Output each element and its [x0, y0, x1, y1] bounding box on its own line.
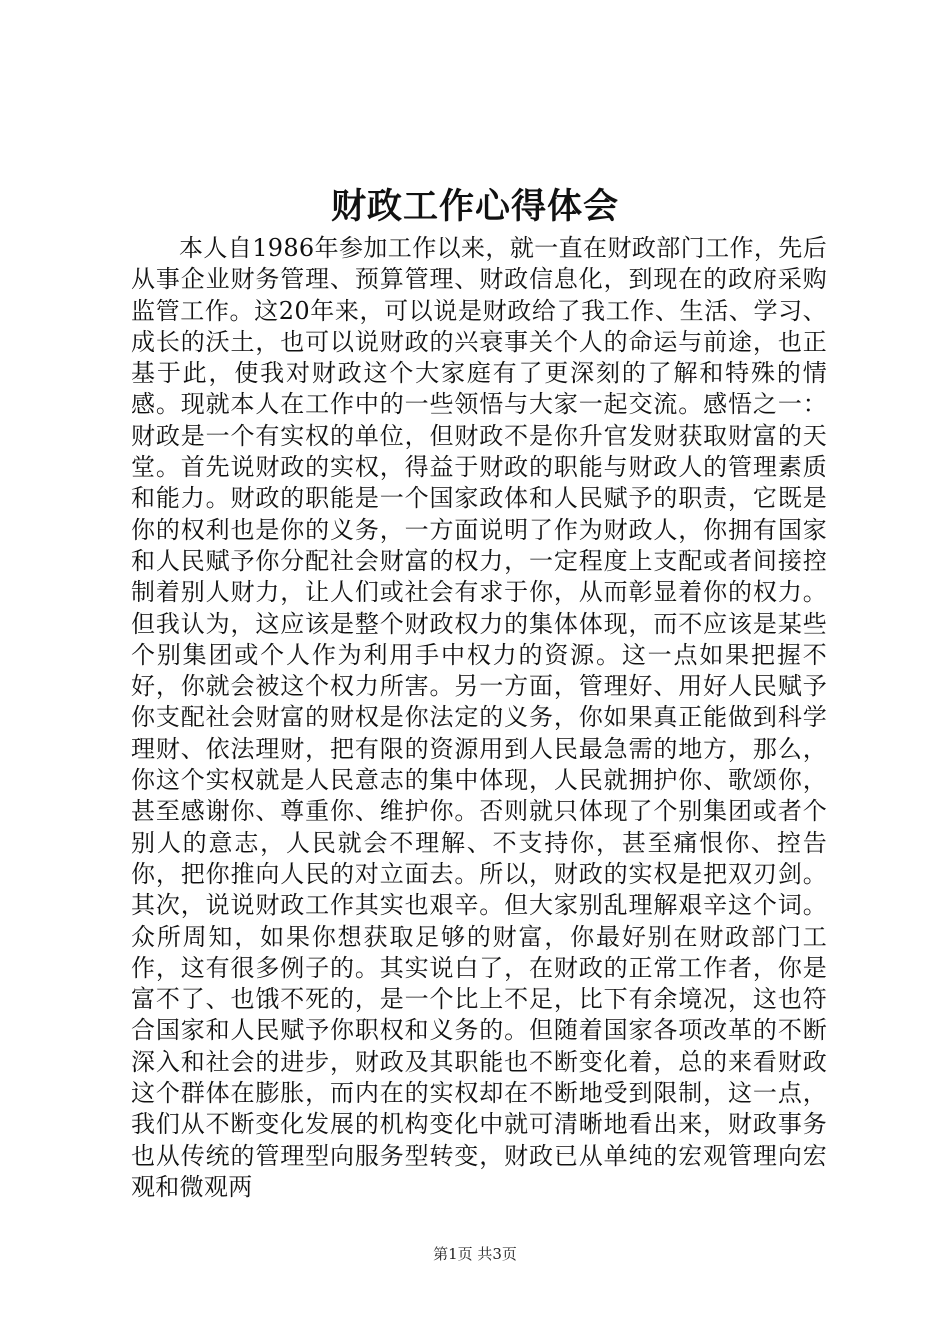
document-title: 财政工作心得体会 — [330, 186, 619, 227]
page-footer: 第1页 共3页 — [433, 1245, 517, 1263]
document-body-paragraph: 本人自1986年参加工作以来，就一直在财政部门工作，先后从事企业财务管理、预算管理、财政信息化，到现在的政府采购监管工作。这20年来，可以说是财政给了我工作、生活、学习、成长的沃土，也可以说财政的兴衰事关个人的命运与前途，也正基于此，使我对财政这个大家庭有了更深刻的了解和特殊的情感。现就本人在工作中的一些领悟与大家一起交流。感悟之一：财政是一个有实权的单位，但财政不是你升官发财获取财富的天堂。首先说财政的实权，得益于财政的职能与财政人的管理素质和能力。财政的职能是一个国家政体和人民赋予的职责，它既是你的权利也是你的义务，一方面说明了作为财政人，你拥有国家和人民赋予你分配社会财富的权力，一定程度上支配或者间接控制着别人财力，让人们或社会有求于你，从而彰显着你的权力。但我认为，这应该是整个财政权力的集体体现，而不应该是某些个别集团或个人作为利用手中权力的资源。这一点如果把握不好，你就会被这个权力所害。另一方面，管理好、用好人民赋予你支配社会财富的财权是你法定的义务，你如果真正能做到科学理财、依法理财，把有限的资源用到人民最急需的地方，那么，你这个实权就是人民意志的集中体现，人民就拥护你、歌颂你，甚至感谢你、尊重你、维护你。否则就只体现了个别集团或者个别人的意志，人民就会不理解、不支持你，甚至痛恨你、控告你，把你推向人民的对立面去。所以，财政的实权是把双刃剑。其次，说说财政工作其实也艰辛。但大家别乱理解艰辛这个词。众所周知，如果你想获取足够的财富，你最好别在财政部门工作，这有很多例子的。其实说白了，在财政的正常工作者，你是富不了、也饿不死的，是一个比上不足，比下有余境况，这也符合国家和人民赋予你职权和义务的。但随着国家各项改革的不断深入和社会的进步，财政及其职能也不断变化着，总的来看财政这个群体在膨胀，而内在的实权却在不断地受到限制，这一点，我们从不断变化发展的机构变化中就可清晰地看出来，财政事务也从传统的管理型向服务型转变，财政已从单纯的宏观管理向宏观和微观两 — [131, 234, 827, 1201]
